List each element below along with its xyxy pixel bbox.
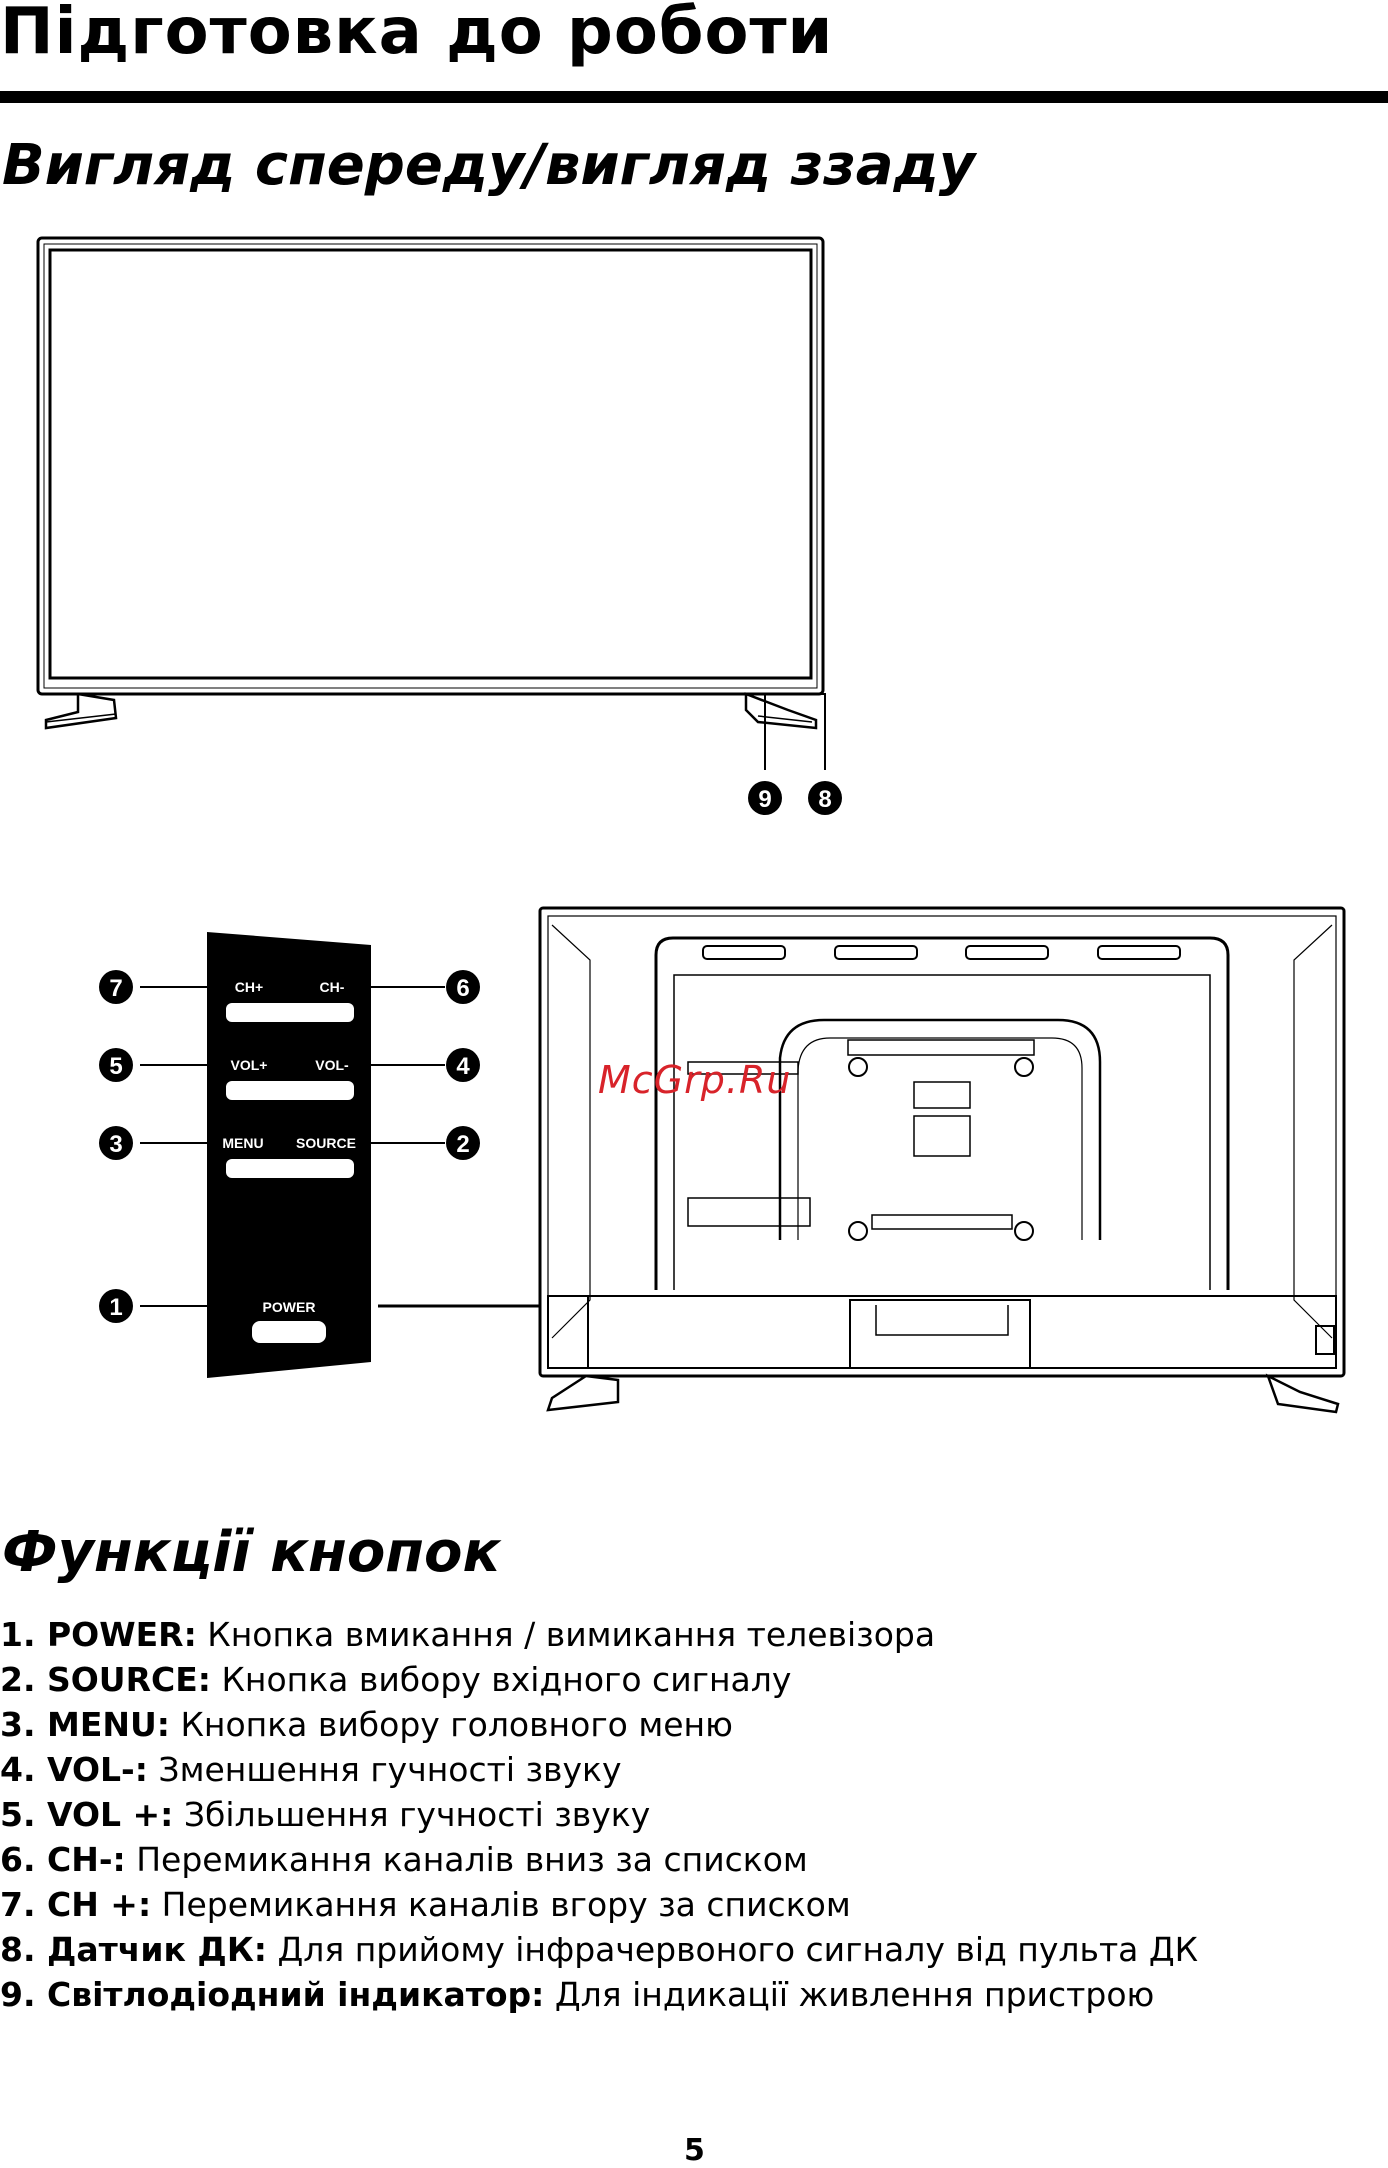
list-item: 3. MENU: Кнопка вибору головного меню	[0, 1705, 733, 1744]
ch-plus-label: CH+	[234, 979, 264, 995]
vol-plus-label: VOL+	[230, 1057, 268, 1073]
callout-number-8: 8	[818, 786, 832, 813]
control-panel	[207, 932, 371, 1378]
callout-number-5: 5	[109, 1053, 123, 1080]
vol-minus-label: VOL-	[315, 1057, 349, 1073]
menu-label: MENU	[222, 1135, 264, 1151]
callout-number-3: 3	[109, 1131, 123, 1158]
list-item: 5. VOL +: Збільшення гучності звуку	[0, 1795, 651, 1834]
page-title: Підготовка до роботи	[0, 0, 834, 69]
list-item: 7. CH +: Перемикання каналів вгору за списком	[0, 1885, 851, 1924]
page-number: 5	[684, 2133, 705, 2168]
vol-button[interactable]	[226, 1081, 354, 1100]
list-item: 1. POWER: Кнопка вмикання / вимикання телевізора	[0, 1615, 936, 1654]
section-heading-front-back: Вигляд спереду/вигляд ззаду	[2, 133, 976, 198]
callout-number-2: 2	[456, 1131, 470, 1158]
functions-list	[0, 1612, 1198, 2017]
watermark: McGrp.Ru	[598, 1058, 792, 1102]
source-label: SOURCE	[296, 1135, 356, 1151]
ch-minus-label: CH-	[319, 979, 345, 995]
power-label: POWER	[262, 1299, 316, 1315]
tv-rear-view	[540, 908, 1344, 1412]
callout-number-9: 9	[758, 786, 772, 813]
tv-front-view	[38, 238, 825, 770]
callout-number-4: 4	[456, 1053, 470, 1080]
callout-number-1: 1	[109, 1294, 123, 1321]
ch-button[interactable]	[226, 1003, 354, 1022]
power-button[interactable]	[252, 1321, 326, 1343]
section-heading-functions: Функції кнопок	[2, 1520, 501, 1585]
list-item: 4. VOL-: Зменшення гучності звуку	[0, 1750, 622, 1789]
list-item: 8. Датчик ДК: Для прийому інфрачервоного сигналу від пульта ДК	[0, 1930, 1199, 1969]
list-item: 2. SOURCE: Кнопка вибору вхідного сигналу	[0, 1660, 792, 1699]
menu-source-button[interactable]	[226, 1159, 354, 1178]
callout-number-7: 7	[109, 975, 123, 1002]
list-item: 9. Світлодіодний індикатор: Для індикації живлення пристрою	[0, 1975, 1155, 2014]
list-item: 6. CH-: Перемикання каналів вниз за списком	[0, 1840, 808, 1879]
callout-number-6: 6	[456, 975, 470, 1002]
